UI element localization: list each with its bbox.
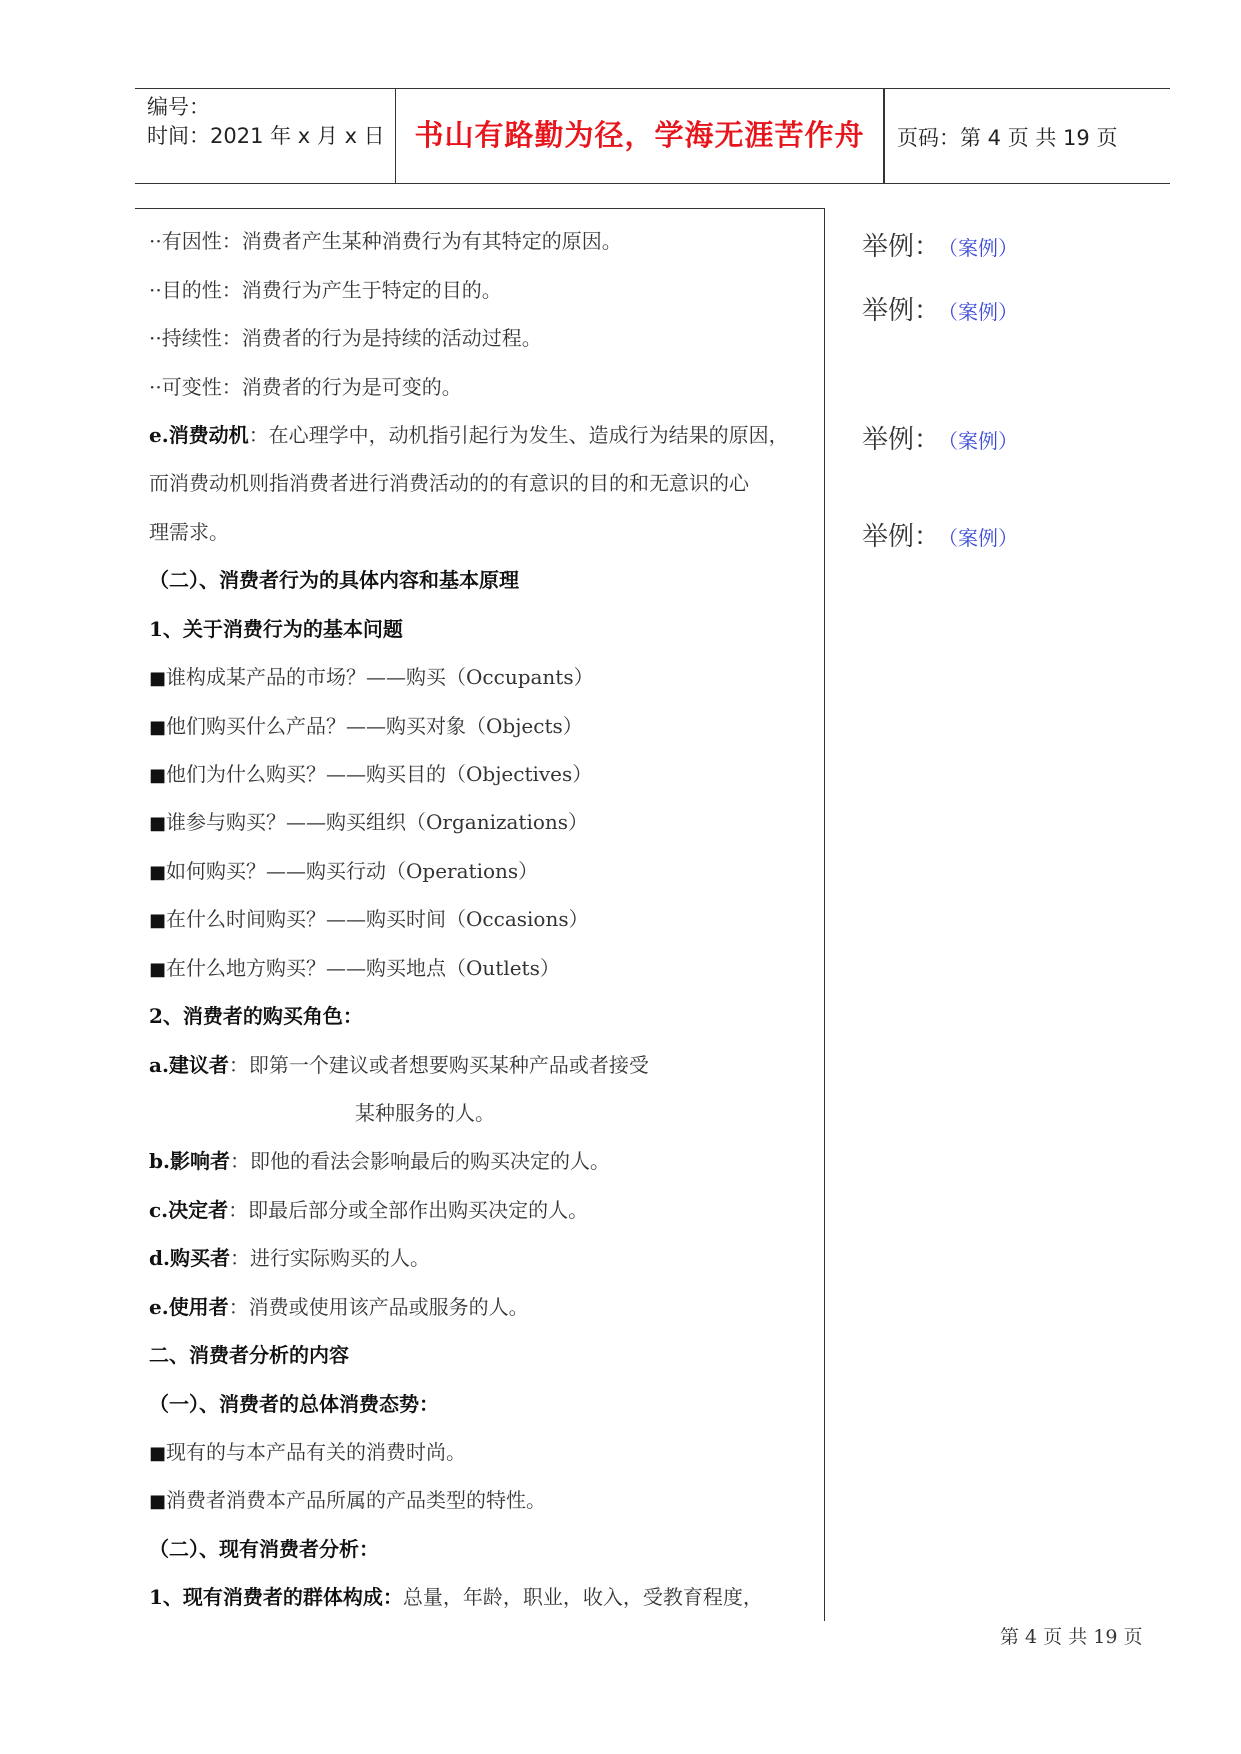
list-item: ■他们购买什么产品？——购买对象（Objects） <box>149 714 583 738</box>
section-heading: 1、关于消费行为的基本问题 <box>149 617 403 641</box>
case-link[interactable]: （案例） <box>948 236 1019 260</box>
example-label: 举例： <box>862 232 941 262</box>
term-text: ：在心理学中，动机指引起行为发生、造成行为结果的原因， <box>248 423 789 447</box>
list-item: ■他们为什么购买？——购买目的（Objectives） <box>149 762 593 786</box>
section-heading: （二）、现有消费者分析： <box>149 1537 379 1561</box>
case-link[interactable]: （案例） <box>948 526 1019 550</box>
section-heading: （二）、消费者行为的具体内容和基本原理 <box>149 568 519 592</box>
role-item: a.建议者：即第一个建议或者想要购买某种产品或者接受 <box>149 1053 649 1077</box>
list-item: ■如何购买？——购买行动（Operations） <box>149 859 539 883</box>
square-bullet-icon: ■ <box>149 765 167 786</box>
square-bullet-icon: ■ <box>149 862 167 883</box>
document-time-label: 时间：2021 年 x 月 x 日 <box>147 124 385 148</box>
text-line: ··持续性：消费者的行为是持续的活动过程。 <box>149 326 542 350</box>
term-heading: e.消费动机 <box>149 423 249 447</box>
text-line: 理需求。 <box>149 520 229 544</box>
example-label: 举例： <box>862 425 941 455</box>
header-motto: 书山有路勤为径，学海无涯苦作舟 <box>414 118 865 152</box>
case-link[interactable]: （案例） <box>948 300 1019 324</box>
square-bullet-icon: ■ <box>149 1443 167 1464</box>
role-item: e.使用者：消费或使用该产品或服务的人。 <box>149 1295 529 1319</box>
example-note <box>862 419 1018 456</box>
role-item: c.决定者：即最后部分或全部作出购买决定的人。 <box>149 1198 589 1222</box>
square-bullet-icon: ■ <box>149 910 167 931</box>
text-line: ··有因性：消费者产生某种消费行为有其特定的原因。 <box>149 229 622 253</box>
text-line: ··目的性：消费行为产生于特定的目的。 <box>149 278 502 302</box>
paragraph-line <box>149 419 789 448</box>
page-header <box>135 88 1170 184</box>
section-heading: 2、消费者的购买角色： <box>149 1004 363 1028</box>
square-bullet-icon: ■ <box>149 717 167 738</box>
section-heading: 二、消费者分析的内容 <box>149 1343 349 1367</box>
list-item: ■谁参与购买？——购买组织（Organizations） <box>149 810 589 834</box>
list-item: ■在什么时间购买？——购买时间（Occasions） <box>149 907 589 931</box>
square-bullet-icon: ■ <box>149 959 167 980</box>
example-note <box>862 290 1018 327</box>
text-line: ··可变性：消费者的行为是可变的。 <box>149 375 462 399</box>
square-bullet-icon: ■ <box>149 668 167 689</box>
role-item: b.影响者：即他的看法会影响最后的购买决定的人。 <box>149 1149 610 1173</box>
list-item: ■谁构成某产品的市场？——购买（Occupants） <box>149 665 594 689</box>
text-line: 而消费动机则指消费者进行消费活动的的有意识的目的和无意识的心 <box>149 471 749 495</box>
header-divider <box>883 89 885 183</box>
case-link[interactable]: （案例） <box>948 429 1019 453</box>
text-line: 某种服务的人。 <box>355 1101 495 1125</box>
square-bullet-icon: ■ <box>149 1491 167 1512</box>
example-note <box>862 226 1018 263</box>
example-label: 举例： <box>862 522 941 552</box>
section-heading: （一）、消费者的总体消费态势： <box>149 1392 439 1416</box>
page-footer: 第 4 页 共 19 页 <box>1000 1626 1143 1648</box>
example-note <box>862 516 1018 553</box>
header-meta <box>147 93 385 151</box>
main-content-box <box>135 208 825 1621</box>
paragraph-line: 1、现有消费者的群体构成：总量，年龄，职业，收入，受教育程度， <box>149 1585 763 1609</box>
role-item: d.购买者：进行实际购买的人。 <box>149 1246 430 1270</box>
header-page-info: 页码：第 4 页 共 19 页 <box>897 126 1118 150</box>
list-item: ■消费者消费本产品所属的产品类型的特性。 <box>149 1488 547 1512</box>
square-bullet-icon: ■ <box>149 813 167 834</box>
list-item: ■现有的与本产品有关的消费时尚。 <box>149 1440 467 1464</box>
document-number-label: 编号： <box>147 95 210 119</box>
example-label: 举例： <box>862 296 941 326</box>
list-item: ■在什么地方购买？——购买地点（Outlets） <box>149 956 560 980</box>
